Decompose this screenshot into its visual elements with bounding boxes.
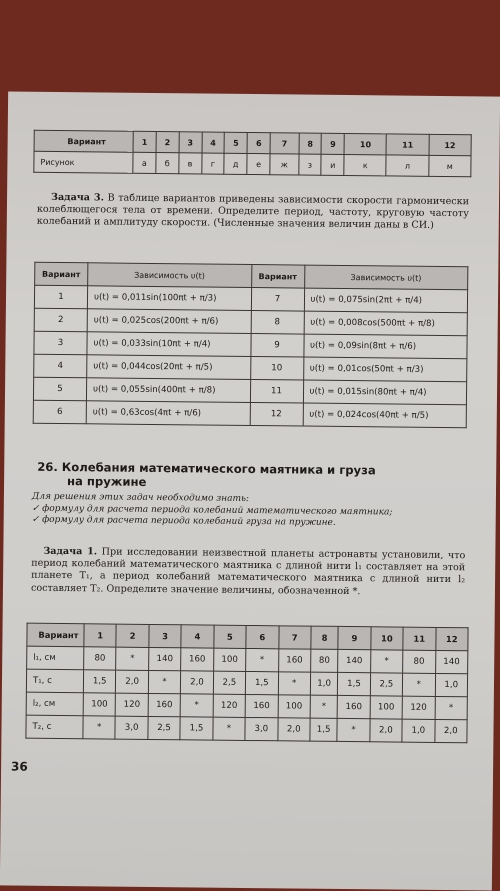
header-cell: 3 bbox=[149, 624, 182, 647]
table-cell: 160 bbox=[337, 695, 370, 718]
header-cell: 6 bbox=[247, 132, 270, 153]
section-title-line1: Колебания математического маятника и груза bbox=[61, 460, 376, 478]
pendulum-variants-table bbox=[25, 623, 468, 744]
table-cell: б bbox=[156, 152, 179, 173]
table-cell: 120 bbox=[116, 693, 149, 716]
table-cell: е bbox=[247, 153, 270, 174]
table-row bbox=[26, 715, 467, 743]
page-number: 36 bbox=[11, 759, 28, 774]
formula-cell: υ(t) = 0,033sin(10πt + π/4) bbox=[87, 332, 251, 357]
header-cell: Вариант bbox=[251, 265, 304, 289]
variant-cell: 7 bbox=[251, 288, 304, 312]
header-cell: 12 bbox=[429, 134, 472, 155]
table-cell: ж bbox=[270, 154, 299, 175]
header-cell: 11 bbox=[403, 627, 436, 650]
table-cell: к bbox=[344, 154, 386, 175]
header-cell: 5 bbox=[224, 132, 247, 153]
header-cell: 12 bbox=[435, 627, 468, 650]
table-cell: 100 bbox=[370, 696, 403, 719]
table-cell: в bbox=[179, 153, 202, 174]
table-cell: * bbox=[278, 672, 311, 695]
table-cell: * bbox=[337, 718, 370, 741]
table-cell: 1,0 bbox=[435, 673, 468, 696]
header-cell: Вариант bbox=[34, 130, 133, 152]
table-cell: з bbox=[298, 154, 321, 175]
table-cell: 140 bbox=[435, 650, 468, 673]
header-cell: 8 bbox=[299, 133, 322, 154]
table-cell: 2,5 bbox=[370, 673, 403, 696]
task1-title: Задача 1. bbox=[43, 545, 98, 558]
row-label: Рисунок bbox=[34, 151, 133, 173]
table-row bbox=[33, 400, 466, 428]
textbook-page bbox=[0, 91, 500, 890]
header-cell: Вариант bbox=[35, 262, 88, 286]
table-cell: 80 bbox=[311, 649, 339, 672]
row-label: l₂, см bbox=[26, 692, 83, 716]
table-cell: 2,0 bbox=[277, 718, 310, 741]
variant-cell: 1 bbox=[34, 285, 87, 309]
note-intro: Для решения этих задач необходимо знать: bbox=[31, 491, 250, 504]
header-cell: 5 bbox=[214, 625, 247, 648]
variant-cell: 3 bbox=[34, 331, 87, 355]
table-cell: 2,0 bbox=[434, 719, 467, 742]
header-cell: 2 bbox=[156, 131, 179, 152]
variant-cell: 4 bbox=[34, 354, 87, 378]
variant-cell: 12 bbox=[250, 402, 303, 426]
section-heading bbox=[37, 460, 457, 492]
table-cell: 140 bbox=[148, 647, 181, 670]
table-cell: 2,5 bbox=[148, 716, 181, 739]
table-cell: * bbox=[116, 647, 149, 670]
table-cell: 100 bbox=[213, 648, 246, 671]
task3-title: Задача 3. bbox=[51, 191, 105, 204]
table-cell: а bbox=[133, 152, 156, 173]
header-cell: 11 bbox=[387, 134, 429, 155]
table-cell: * bbox=[370, 650, 403, 673]
table-cell: * bbox=[83, 716, 116, 739]
table-cell: 100 bbox=[278, 695, 311, 718]
table-cell: * bbox=[435, 696, 468, 719]
header-cell: 7 bbox=[270, 133, 299, 154]
header-cell: 7 bbox=[278, 626, 311, 649]
table-cell: 160 bbox=[181, 648, 214, 671]
variant-figure-table bbox=[33, 130, 471, 178]
table-row bbox=[34, 151, 471, 177]
table-cell: 2,0 bbox=[181, 671, 214, 694]
header-cell: 9 bbox=[338, 626, 371, 649]
table-cell: 1,5 bbox=[338, 672, 371, 695]
section-title-line2: на пружине bbox=[67, 474, 147, 489]
table-cell: 120 bbox=[213, 694, 246, 717]
table-cell: м bbox=[428, 155, 471, 176]
formula-cell: υ(t) = 0,008cos(500πt + π/8) bbox=[304, 311, 468, 336]
table-cell: 160 bbox=[278, 649, 311, 672]
table-cell: 3,0 bbox=[115, 716, 148, 739]
formula-cell: υ(t) = 0,024cos(40πt + π/5) bbox=[303, 403, 467, 428]
variant-cell: 6 bbox=[33, 400, 86, 424]
formula-cell: υ(t) = 0,055sin(400πt + π/8) bbox=[86, 378, 250, 403]
table-cell: 120 bbox=[402, 696, 435, 719]
variant-cell: 11 bbox=[250, 379, 303, 403]
table-cell: 1,0 bbox=[402, 719, 435, 742]
row-label: l₁, см bbox=[27, 646, 84, 670]
table-cell: 2,5 bbox=[213, 671, 246, 694]
variant-cell: 5 bbox=[33, 377, 86, 401]
variant-cell: 10 bbox=[250, 356, 303, 380]
table-cell: 1,5 bbox=[245, 671, 278, 694]
table-cell: 140 bbox=[338, 649, 371, 672]
task3-paragraph bbox=[37, 192, 469, 233]
table-cell: г bbox=[201, 153, 224, 174]
table-cell: 1,5 bbox=[310, 718, 338, 741]
table-cell: * bbox=[213, 717, 246, 740]
task1-paragraph bbox=[31, 546, 465, 599]
table-cell: 2,0 bbox=[116, 670, 149, 693]
table-cell: и bbox=[321, 154, 344, 175]
formula-cell: υ(t) = 0,015sin(80πt + π/4) bbox=[303, 380, 467, 405]
header-cell: Вариант bbox=[27, 623, 84, 647]
task1-text: При исследовании неизвестной планеты астронавты установили, что период колебаний математического маятника с длиной нити l₁ составляет на этой планете T₁, а период колебаний математического маятника с длиной нити l₂ составляет T₂. Определите значение величины, обозначенной *. bbox=[30, 546, 466, 597]
row-label: T₂, с bbox=[26, 715, 83, 739]
note-item: ✓ формулу для расчета периода колебаний математического маятника; bbox=[31, 503, 393, 517]
header-cell: 10 bbox=[371, 627, 404, 650]
formula-cell: υ(t) = 0,075sin(2πt + π/4) bbox=[304, 288, 468, 313]
table-cell: 100 bbox=[83, 693, 116, 716]
table-cell: 160 bbox=[148, 693, 181, 716]
table-cell: 1,0 bbox=[310, 672, 338, 695]
velocity-dependence-table bbox=[33, 262, 469, 429]
table-cell: * bbox=[148, 670, 181, 693]
variant-cell: 2 bbox=[34, 308, 87, 332]
header-cell: 4 bbox=[181, 625, 214, 648]
table-cell: 1,5 bbox=[180, 717, 213, 740]
header-cell: Зависимость υ(t) bbox=[88, 263, 252, 288]
formula-cell: υ(t) = 0,01cos(50πt + π/3) bbox=[303, 357, 467, 382]
formula-cell: υ(t) = 0,63cos(4πt + π/6) bbox=[86, 401, 250, 426]
task3-text: В таблице вариантов приведены зависимости скорости гармонически колеблющегося тела от времени. Определите период, частоту, круговую частоту колебаний и амплитуду скорости. (Численные значения величин даны в СИ.) bbox=[36, 192, 470, 232]
table-cell: 1,5 bbox=[83, 670, 116, 693]
table-cell: 2,0 bbox=[370, 719, 403, 742]
row-label: T₁, с bbox=[26, 669, 83, 693]
table-cell: * bbox=[246, 648, 279, 671]
table-cell: * bbox=[180, 694, 213, 717]
header-cell: 9 bbox=[321, 133, 344, 154]
header-cell: 1 bbox=[133, 131, 156, 152]
header-cell: 8 bbox=[311, 626, 339, 649]
table-cell: 160 bbox=[245, 694, 278, 717]
table-cell: д bbox=[224, 153, 247, 174]
formula-cell: υ(t) = 0,025cos(200πt + π/6) bbox=[87, 309, 251, 334]
table-cell: 3,0 bbox=[245, 717, 278, 740]
table-cell: * bbox=[402, 673, 435, 696]
table-cell: 80 bbox=[84, 647, 117, 670]
variant-cell: 9 bbox=[250, 333, 303, 357]
formula-cell: υ(t) = 0,044cos(20πt + π/5) bbox=[87, 355, 251, 380]
formula-cell: υ(t) = 0,011sin(100πt + π/3) bbox=[87, 286, 251, 311]
note-item: ✓ формулу для расчета периода колебаний груза на пружине. bbox=[31, 514, 336, 528]
header-cell: 3 bbox=[179, 132, 202, 153]
header-cell: 1 bbox=[84, 624, 117, 647]
formula-cell: υ(t) = 0,09sin(8πt + π/6) bbox=[303, 334, 467, 359]
section-number: 26. bbox=[37, 459, 58, 474]
table-cell: 80 bbox=[403, 650, 436, 673]
header-cell: Зависимость υ(t) bbox=[304, 265, 468, 290]
prerequisites-note bbox=[32, 492, 462, 531]
header-cell: 2 bbox=[116, 624, 149, 647]
table-cell: * bbox=[310, 695, 338, 718]
variant-cell: 8 bbox=[251, 310, 304, 334]
header-cell: 4 bbox=[202, 132, 225, 153]
header-cell: 10 bbox=[344, 133, 386, 154]
header-cell: 6 bbox=[246, 625, 279, 648]
table-cell: л bbox=[386, 155, 428, 176]
